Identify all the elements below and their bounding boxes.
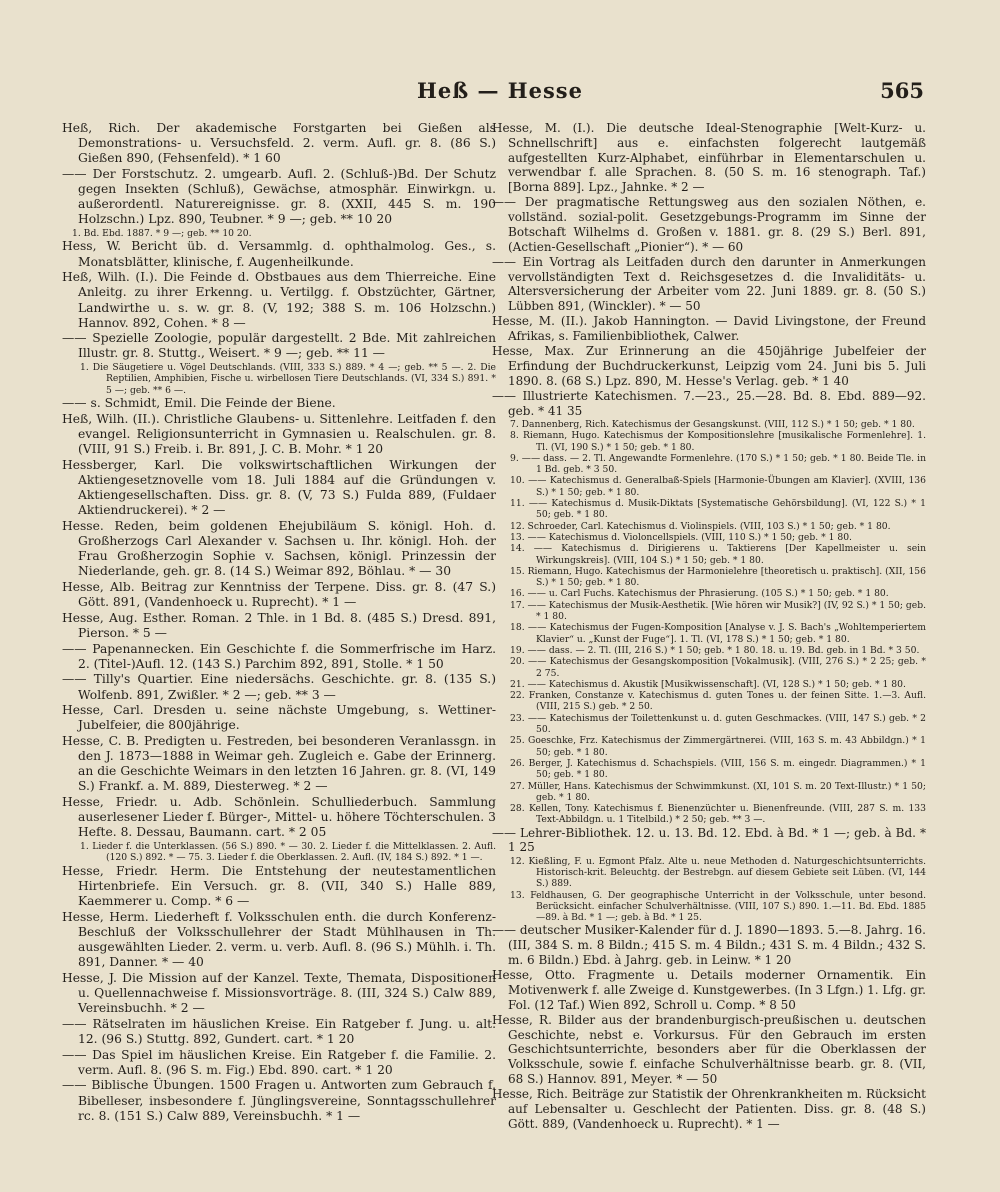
catalog-entry: Hesse, Carl. Dresden u. seine nächste Umgebung, s. Wettiner-Jubelfeier, die 800jährige. xyxy=(62,703,496,733)
catalog-entry: —— Spezielle Zoologie, populär dargestellt. 2 Bde. Mit zahlreichen Illustr. gr. 8. Stuttg., Weisert. * 9 —; geb. ** 11 — xyxy=(62,331,496,361)
catalog-subentry: 15. Riemann, Hugo. Katechismus der Harmonielehre [theoretisch u. praktisch]. (XII, 156 S.) * 1 50; geb. * 1 80. xyxy=(510,565,926,589)
catalog-subentry: 22. Franken, Constanze v. Katechismus d. guten Tones u. der feinen Sitte. 1.—3. Aufl. (VIII, 215 S.) geb. * 2 50. xyxy=(510,690,926,713)
catalog-entry: Hesse, Herm. Liederheft f. Volksschulen enth. die durch Konferenz-Beschluß der Volksschullehrer der Stadt Mühlhausen in Th. ausgewählten Lieder. 2. verm. u. verb. Aufl. 8. (96 S.) Mühlh. i. Th. 891, Danner. * — 40 xyxy=(62,909,496,970)
catalog-entry: Hesse, M. (II.). Jakob Hannington. — David Livingstone, der Freund Afrikas, s. Familienbibliothek, Calwer. xyxy=(492,314,926,343)
catalog-subentry: 1. Bd. Ebd. 1887. * 9 —; geb. ** 10 20. xyxy=(72,228,252,240)
catalog-subentry: 13. Feldhausen, G. Der geographische Unterricht in der Volksschule, unter besond. Berücksicht. einfacher Schulverhältnisse. (VIII, 107 S.) 890. 1.—11. Bd. Ebd. 1885—89. à Bd. * 1 —; geb. à Bd. * 1 25. xyxy=(510,889,926,924)
catalog-subentry: 8. Riemann, Hugo. Katechismus der Kompositionslehre [musikalische Formenlehre]. 1. Tl. (VI, 190 S.) * 1 50; geb. * 1 80. xyxy=(510,430,926,453)
catalog-entry: Hesse, M. (I.). Die deutsche Ideal-Stenographie [Welt-Kurz- u. Schnellschrift] aus e. einfachsten folgerecht lautgemäß aufgestellten Kurz-Alphabet, einführbar in Elementarschulen u. verwendbar f. alle Sprachen. 8. (50 S. m. 16 stenograph. Taf.) [Borna 889]. Lpz., Jahnke. * 2 — xyxy=(492,121,926,194)
catalog-subentry: 28. Kellen, Tony. Katechismus f. Bienenzüchter u. Bienenfreunde. (VIII, 287 S. m. 133 Text-Abbildgn. u. 1 Titelbild.) * 2 50; geb. ** 3 —. xyxy=(510,803,926,826)
catalog-entry: —— Tilly's Quartier. Eine niedersächs. Geschichte. gr. 8. (135 S.) Wolfenb. 891, Zwißler. * 2 —; geb. ** 3 — xyxy=(62,672,496,702)
catalog-entry: —— Das Spiel im häuslichen Kreise. Ein Ratgeber f. die Familie. 2. verm. Aufl. 8. (96 S. m. Fig.) Ebd. 890. cart. * 1 20 xyxy=(62,1047,496,1077)
catalog-subentry: 16. —— u. Carl Fuchs. Katechismus der Phrasierung. (105 S.) * 1 50; geb. * 1 80. xyxy=(510,588,889,600)
catalog-entry: Heß, Rich. Der akademische Forstgarten bei Gießen als Demonstrations- u. Versuchsfeld. 2. verm. Aufl. gr. 8. (86 S.) Gießen 890, (Fehsenfeld). * 1 60 xyxy=(62,121,496,166)
catalog-subentry: 17. —— Katechismus der Musik-Aesthetik. [Wie hören wir Musik?] (IV, 92 S.) * 1 50; geb. * 1 80. xyxy=(510,599,926,623)
page-number: 565 xyxy=(880,78,924,103)
catalog-subentry: 25. Goeschke, Frz. Katechismus der Zimmergärtnerei. (VIII, 163 S. m. 43 Abbildgn.) * 1 50; geb. * 1 80. xyxy=(510,735,926,758)
catalog-entry: Hesse, Friedr. Herm. Die Entstehung der neutestamentlichen Hirtenbriefe. Ein Versuch. gr. 8. (VII, 340 S.) Halle 889, Kaemmerer u. Comp. * 6 — xyxy=(62,863,496,908)
catalog-subentry: 23. —— Katechismus der Toilettenkunst u. d. guten Geschmackes. (VIII, 147 S.) geb. * 2 50. xyxy=(510,712,926,736)
catalog-subentry: 12. Schroeder, Carl. Katechismus d. Violinspiels. (VIII, 103 S.) * 1 50; geb. * 1 80. xyxy=(510,520,891,532)
catalog-subentry: 12. Kießling, F. u. Egmont Pfalz. Alte u. neue Methoden d. Naturgeschichtsunterrichts. Historisch-krit. Beleuchtg. der Bestrebgn. auf diesem Gebiete seit Lüben. (VI, 144 S.) 889. xyxy=(510,855,926,890)
left-column xyxy=(62,121,496,1124)
catalog-subentry: 26. Berger, J. Katechismus d. Schachspiels. (VIII, 156 S. m. eingedr. Diagrammen.) * 1 50; geb. * 1 80. xyxy=(510,757,926,781)
catalog-entry: —— Lehrer-Bibliothek. 12. u. 13. Bd. 12. Ebd. à Bd. * 1 —; geb. à Bd. * 1 25 xyxy=(492,825,926,855)
catalog-entry: Hesse, J. Die Mission auf der Kanzel. Texte, Themata, Dispositionen u. Quellennachweise f. Missionsvorträge. 8. (III, 324 S.) Calw 889, Vereinsbuchh. * 2 — xyxy=(62,970,496,1016)
catalog-subentry: 19. —— dass. — 2. Tl. (III, 216 S.) * 1 50; geb. * 1 80. 18. u. 19. Bd. geb. in 1 Bd. * 3 50. xyxy=(510,644,920,656)
running-title: Heß — Hesse xyxy=(417,78,583,103)
catalog-subentry: 13. —— Katechismus d. Violoncellspiels. (VIII, 110 S.) * 1 50; geb. * 1 80. xyxy=(510,531,852,543)
catalog-subentry: 27. Müller, Hans. Katechismus der Schwimmkunst. (XI, 101 S. m. 20 Text-Illustr.) * 1 50; geb. * 1 80. xyxy=(510,780,926,803)
catalog-subentry: 1. Lieder f. die Unterklassen. (56 S.) 890. * — 30. 2. Lieder f. die Mittelklassen. 2. Aufl. (120 S.) 892. * — 75. 3. Lieder f. die Oberklassen. 2. Aufl. (IV, 184 S.) 892. * 1 —. xyxy=(80,841,496,864)
catalog-entry: Heß, Wilh. (II.). Christliche Glaubens- u. Sittenlehre. Leitfaden f. den evangel. Religionsunterricht in Gymnasien u. Realschulen. gr. 8. (VIII, 91 S.) Freib. i. Br. 891, J. C. B. Mohr. * 1 20 xyxy=(62,411,496,456)
catalog-entry: Hesse, C. B. Predigten u. Festreden, bei besonderen Veranlassgn. in den J. 1873—1888 in Weimar geh. Zugleich e. Gabe der Erinnerg. an die Geschichte Weimars in den letzten 16 Jahren. gr. 8. (VI, 149 S.) Frankf. a. M. 889, Diesterweg. * 2 — xyxy=(62,733,496,794)
catalog-subentry: 20. —— Katechismus der Gesangskomposition [Vokalmusik]. (VIII, 276 S.) * 2 25; geb. * 2 75. xyxy=(510,656,926,679)
catalog-entry: —— Der pragmatische Rettungsweg aus den sozialen Nöthen, e. vollständ. sozial-polit. Gesetzgebungs-Programm im Sinne der Botschaft Wilhelms d. Großen v. 1881. gr. 8. (29 S.) Berl. 891, (Actien-Gesellschaft „Pionier“). * — 60 xyxy=(492,195,926,254)
catalog-subentry: 7. Dannenberg, Rich. Katechismus der Gesangskunst. (VIII, 112 S.) * 1 50; geb. * 1 80. xyxy=(510,419,915,430)
column-gutter xyxy=(488,121,489,1121)
catalog-entry: —— Ein Vortrag als Leitfaden durch den darunter in Anmerkungen vervollständigten Text d. Reichsgesetzes d. die Invaliditäts- u. Altersversicherung der Arbeiter vom 22. Juni 1889. gr. 8. (50 S.) Lübben 891, (Winckler). * — 50 xyxy=(492,254,926,313)
catalog-subentry: 21. —— Katechismus d. Akustik [Musikwissenschaft]. (VI, 128 S.) * 1 50; geb. * 1 80. xyxy=(510,678,906,690)
catalog-entry: —— Rätselraten im häuslichen Kreise. Ein Ratgeber f. Jung. u. alt. 12. (96 S.) Stuttg. 892, Gundert. cart. * 1 20 xyxy=(62,1016,496,1046)
catalog-entry: —— deutscher Musiker-Kalender für d. J. 1890—1893. 5.—8. Jahrg. 16. (III, 384 S. m. 8 Bildn.; 415 S. m. 4 Bildn.; 431 S. m. 4 Bildn.; 432 S. m. 6 Bildn.) Ebd. à Jahrg. geb. in Leinw. * 1 20 xyxy=(492,923,926,967)
catalog-subentry: 11. —— Katechismus d. Musik-Diktats [Systematische Gehörsbildung]. (VI, 122 S.) * 1 50; geb. * 1 80. xyxy=(510,498,926,521)
right-column xyxy=(492,121,926,1132)
catalog-subentry: 9. —— dass. — 2. Tl. Angewandte Formenlehre. (170 S.) * 1 50; geb. * 1 80. Beide Tle. in 1 Bd. geb. * 3 50. xyxy=(510,452,926,476)
catalog-entry: Hesse, Alb. Beitrag zur Kenntniss der Terpene. Diss. gr. 8. (47 S.) Gött. 891, (Vandenhoeck u. Ruprecht). * 1 — xyxy=(62,579,496,610)
catalog-entry: Hesse, Aug. Esther. Roman. 2 Thle. in 1 Bd. 8. (485 S.) Dresd. 891, Pierson. * 5 — xyxy=(62,610,496,640)
catalog-entry: Hesse, Otto. Fragmente u. Details moderner Ornamentik. Ein Motivenwerk f. alle Zweige d. Kunstgewerbes. (In 3 Lfgn.) 1. Lfg. gr. Fol. (12 Taf.) Wien 892, Schroll u. Comp. * 8 50 xyxy=(492,968,926,1012)
catalog-entry: Heß, Wilh. (I.). Die Feinde d. Obstbaues aus dem Thierreiche. Eine Anleitg. zu ihrer Erkenng. u. Vertilgg. f. Obstzüchter, Gärtner, Landwirthe u. s. w. gr. 8. (V, 192; 388 S. m. 106 Holzschn.) Hannov. 892, Cohen. * 8 — xyxy=(62,270,496,330)
catalog-entry: —— Illustrierte Katechismen. 7.—23., 25.—28. Bd. 8. Ebd. 889—92. geb. * 41 35 xyxy=(492,389,926,418)
catalog-entry: Hessberger, Karl. Die volkswirtschaftlichen Wirkungen der Aktiengesetznovelle vom 18. Juli 1884 auf die Gründungen v. Aktiengesellschaften. Diss. gr. 8. (V, 73 S.) Fulda 889, (Fuldaer Aktiendruckerei). * 2 — xyxy=(62,457,496,518)
catalog-entry: Hess, W. Bericht üb. d. Versammlg. d. ophthalmolog. Ges., s. Monatsblätter, klinische, f. Augenheilkunde. xyxy=(62,239,496,269)
catalog-entry: Hesse, R. Bilder aus der brandenburgisch-preußischen u. deutschen Geschichte, nebst e. Vorkursus. Für den Gebrauch im ersten Geschichtsunterrichte, besonders aber für die Oberklassen der Volksschule, sowie f. einfache Schulverhältnisse bearb. gr. 8. (VII, 68 S.) Hannov. 891, Meyer. * — 50 xyxy=(492,1012,926,1086)
catalog-entry: Hesse. Reden, beim goldenen Ehejubiläum S. königl. Hoh. d. Großherzogs Carl Alexander v. Sachsen u. Ihr. königl. Hoh. der Frau Großherzogin Sophie v. Sachsen, königl. Prinzessin der Niederlande, geh. gr. 8. (14 S.) Weimar 892, Böhlau. * — 30 xyxy=(62,518,496,579)
catalog-subentry: 1. Die Säugetiere u. Vögel Deutschlands. (VIII, 333 S.) 889. * 4 —; geb. ** 5 —. 2. Die Reptilien, Amphibien, Fische u. wirbellosen Tiere Deutschlands. (VI, 334 S.) 891. * 5 —; geb. ** 6 —. xyxy=(80,362,496,396)
catalog-entry: Hesse, Rich. Beiträge zur Statistik der Ohrenkrankheiten m. Rücksicht auf Lebensalter u. Geschlecht der Patienten. Diss. gr. 8. (48 S.) Gött. 889, (Vandenhoeck u. Ruprecht). * 1 — xyxy=(492,1087,926,1131)
catalog-entry: —— Der Forstschutz. 2. umgearb. Aufl. 2. (Schluß-)Bd. Der Schutz gegen Insekten (Schluß), Gewächse, atmosphär. Einwirkgn. u. außerordentl. Naturereignisse. gr. 8. (XXII, 445 S. m. 190 Holzschn.) Lpz. 890, Teubner. * 9 —; geb. ** 10 20 xyxy=(62,166,496,227)
running-head xyxy=(0,72,1000,112)
catalog-entry: Hesse, Max. Zur Erinnerung an die 450jährige Jubelfeier der Erfindung der Buchdruckerkunst, Leipzig vom 24. Juni bis 5. Juli 1890. 8. (68 S.) Lpz. 890, M. Hesse's Verlag. geb. * 1 40 xyxy=(492,344,926,388)
catalog-subentry: 10. —— Katechismus d. Generalbaß-Spiels [Harmonie-Übungen am Klavier]. (XVIII, 136 S.) * 1 50; geb. * 1 80. xyxy=(510,475,926,498)
catalog-entry: —— s. Schmidt, Emil. Die Feinde der Biene. xyxy=(62,396,336,411)
catalog-entry: —— Papenannecken. Ein Geschichte f. die Sommerfrische im Harz. 2. (Titel-)Aufl. 12. (143 S.) Parchim 892, 891, Stolle. * 1 50 xyxy=(62,641,496,671)
catalog-subentry: 14. —— Katechismus d. Dirigierens u. Taktierens [Der Kapellmeister u. sein Wirkungskreis]. (VIII, 104 S.) * 1 50; geb. * 1 80. xyxy=(510,543,926,566)
catalog-subentry: 18. —— Katechismus der Fugen-Komposition [Analyse v. J. S. Bach's „Wohltemperiertem Klavier“ u. „Kunst der Fuge“]. 1. Tl. (VI, 178 S.) * 1 50; geb. * 1 80. xyxy=(510,622,926,645)
catalog-entry: Hesse, Friedr. u. Adb. Schönlein. Schulliederbuch. Sammlung auserlesener Lieder f. Bürger-, Mittel- u. höhere Töchterschulen. 3 Hefte. 8. Dessau, Baumann. cart. * 2 05 xyxy=(62,795,496,840)
catalog-entry: —— Biblische Übungen. 1500 Fragen u. Antworten zum Gebrauch f. Bibelleser, insbesondere f. Jünglingsvereine, Sonntagsschullehrer rc. 8. (151 S.) Calw 889, Vereinsbuchh. * 1 — xyxy=(62,1078,496,1123)
